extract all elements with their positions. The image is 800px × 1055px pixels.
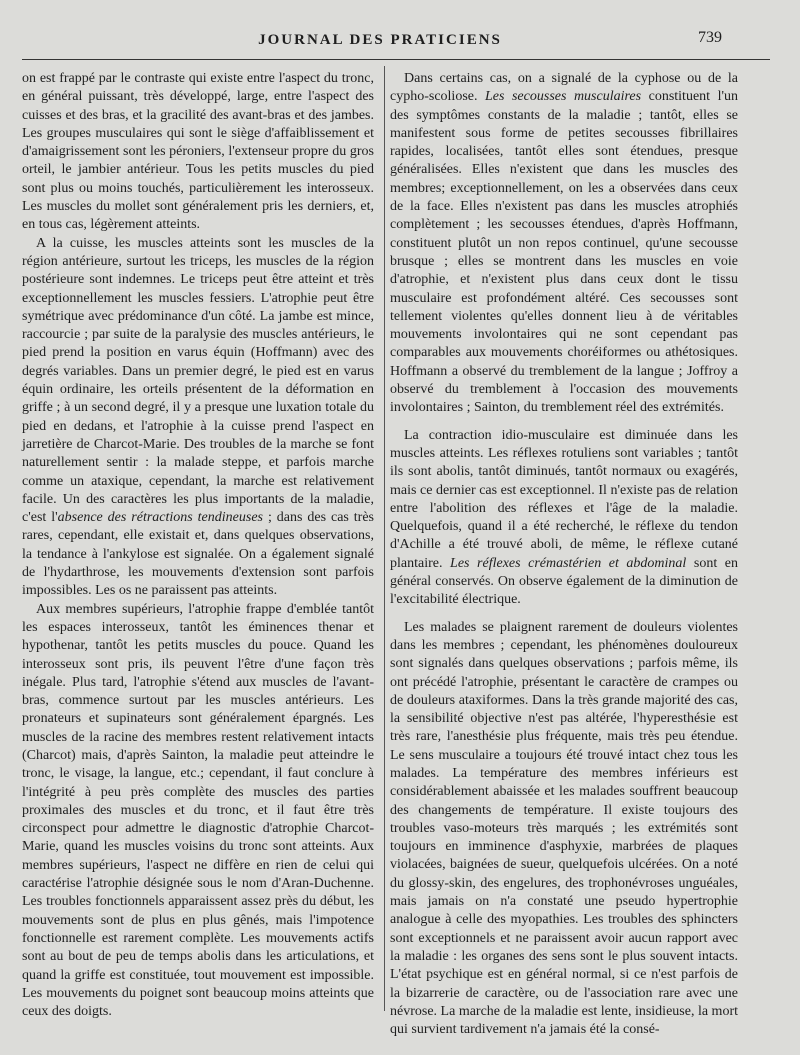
paragraph-right-3: Les malades se plaignent rarement de douleurs violentes dans les membres ; cependant, les phénomènes douloureux sont signalés dans quelques observations ; parfois même, ils ont précédé l'atrophie, présentant le caractère de crampes ou de douleurs ataxiformes. Dans la très grande majorité des cas, la sensibilité objective n'est pas altérée, l'hyperesthésie est très rare, l'anesthésie plus fréquente, mais très peu étendue. Le sens musculaire a toujours été trouvé intact chez tous les malades. La température des membres inférieurs est considérablement abaissée et les malades souffrent beaucoup des changements de température. Il existe toujours des troubles vaso-moteurs très marqués ; les extrémités sont toujours en imminence d'asphyxie, marbrées de plaques violacées, baignées de sueur, quelquefois ulcérées. On a noté du glossy-skin, des engelures, des trophonévroses unguéales, mais jamais on n'a constaté une pseudo hypertrophie analogue à celle des myopathies. Les troubles des sphincters sont exceptionnels et ne paraissent avoir aucun rapport avec la maladie : les organes des sens sont le plus souvent intacts. L'état psychique est en général normal, si ce n'est parfois de la bizarrerie de caractère, ou de l'association rare avec une névrose. La marche de la maladie est lente, insidieuse, la mort qui survient tardivement n'a jamais été la consé- (390, 619, 738, 1038)
header-rule (22, 59, 770, 60)
column-divider (384, 66, 385, 1011)
paragraph-right-1-text-a: Dans certains cas, on a signalé de la cyphose ou de la cypho-scoliose. (390, 71, 738, 105)
paragraph-right-2-emphasis: Les réflexes crémastérien et abdominal (450, 555, 687, 571)
paragraph-right-1-text-b: constituent l'un des symptômes constants de la maladie ; tantôt, elles se manifestent sous forme de petites secousses fibrillaires rapides, localisées, tantôt elles sont étendues, presque généralisées. Elles n'existent que dans les muscles des membres; exceptionnellement, on les a observées dans ceux de la face. Elles n'existent pas dans les muscles atrophiés complètement ; les secousses étendues, d'après Hoffmann, constituent plutôt un non repos continuel, qu'une secousse brusque ; elles se montrent dans les muscles en voie d'atrophie, et n'existent plus dans ceux dont le tissu musculaire est profondément altéré. Ces secousses sont tellement violentes qu'elles donnent lieu à de véritables mouvements involontaires qui ne sont cependant pas comparables aux mouvements choréiformes ou athétosiques. Hoffmann a observé du tremblement de la langue ; Joffroy a observé du tremblement à l'occasion des mouvements involontaires ; Sainton, du tremblement réel des extrémités. (390, 89, 738, 416)
paragraph-left-3: Aux membres supérieurs, l'atrophie frappe d'emblée tantôt les espaces interosseux, tantôt les éminences thenar et hypothenar, tantôt les petits muscles du pouce. Quand les interosseux sont pris, ils peuvent l'être d'une façon très inégale. Plus tard, l'atrophie s'étend aux muscles de l'avant-bras, commence surtout par les muscles antérieurs. Les pronateurs et supinateurs sont généralement épargnés. Les muscles de la racine des membres restent relativement intacts (Charcot) mais, d'après Sainton, la maladie peut atteindre le tronc, le visage, la langue, etc.; cependant, il faut conclure à l'intégrité à peu près complète des muscles des parties proximales des muscles et du tronc, et il faut être très circonspect pour admettre le diagnostic d'atrophie Charcot-Marie, quand les muscles voisins du tronc sont atteints. Aux membres supérieurs, l'aspect ne diffère en rien de celui qui caractérise l'atrophie désignée sous le nom d'Aran-Duchenne. Les troubles fonctionnels apparaissent assez près du début, les mouvements sont de plus en plus gênés, mais l'impotence fonctionnelle est rarement complète. Les mouvements actifs sont au bout de peu de temps abolis dans les articulations, et quand la griffe est constituée, tout mouvement est impossible. Les mouvements du poignet sont beaucoup moins atteints que ceux des doigts. (22, 601, 374, 1020)
paragraph-right-2-text-b: sont en général conservés. On observe également de la diminution de l'excitabilité électrique. (390, 555, 738, 608)
left-column (22, 70, 374, 1021)
paragraph-left-2 (22, 235, 374, 601)
paragraph-left-1: on est frappé par le contraste qui existe entre l'aspect du tronc, en général puissant, très développé, large, entre l'aspect des cuisses et des bras, et la gracilité des avant-bras et des jambes. Les groupes musculaires qui sont le siège d'affaiblissement et d'amaigrissement sont les péroniers, l'extenseur propre du gros orteil, le jambier antérieur. Tous les petits muscles du pied sont plus ou moins touchés, particulièrement les interosseux. Les muscles du mollet sont généralement pris les derniers, et, en tous cas, légèrement atteints. (22, 71, 374, 233)
running-title: JOURNAL DES PRATICIENS (258, 32, 502, 48)
right-column (390, 70, 738, 1039)
paragraph-left-2-emphasis: absence des rétractions tendineuses (57, 510, 263, 526)
paragraph-left-2-text-b: ; dans des cas très rares, cependant, elle existait et, dans quelques observations, la tendance à l'ankylose est signalée. On a également signalé de l'hydarthrose, les mouvements d'extension sont parfois impossibles. Les os ne paraissent pas atteints. (22, 510, 375, 599)
paragraph-right-1-emphasis: Les secousses musculaires (485, 89, 642, 105)
paragraph-left-2-text-a: A la cuisse, les muscles atteints sont les muscles de la région antérieure, surtout les triceps, les muscles de la région postérieure sont indemnes. Le triceps peut être atteint et très exceptionnellement les muscles fessiers. L'atrophie peut être symétrique avec prédominance d'un côté. La jambe est mince, raccourcie ; par suite de la paralysie des muscles antérieurs, le pied prend la position en varus équin (Hoffmann) avec des degrés variables. Dans un premier degré, le pied est en varus équin ordinaire, les orteils présentent de la déformation en griffe ; à un second degré, il y a presque une luxation totale du pied en dedans, et l'atrophie à la cuisse prend l'aspect en jarretière de Charcot-Marie. Des troubles de la marche se font naturellement sentir : la malade steppe, et parfois marche comme un ataxique, cependant, la marche est relativement facile. Un des caractères les plus importants de la maladie, c'est l' (22, 235, 374, 526)
page-number: 739 (698, 29, 722, 46)
paragraph-right-2 (390, 427, 738, 610)
paragraph-right-1 (390, 70, 738, 418)
paragraph-right-2-text-a: La contraction idio-musculaire est diminuée dans les muscles atteints. Les réflexes rotuliens sont variables ; tantôt ils sont abolis, tantôt diminués, tantôt normaux ou exagérés, mais ce dernier cas est exceptionnel. Il n'existe pas de relation entre l'abolition des réflexes et l'âge de la maladie. Quelquefois, quand il a été recherché, le réflexe du tendon d'Achille a été trouvé aboli, de même, le réflexe cutané plantaire. (390, 427, 738, 571)
